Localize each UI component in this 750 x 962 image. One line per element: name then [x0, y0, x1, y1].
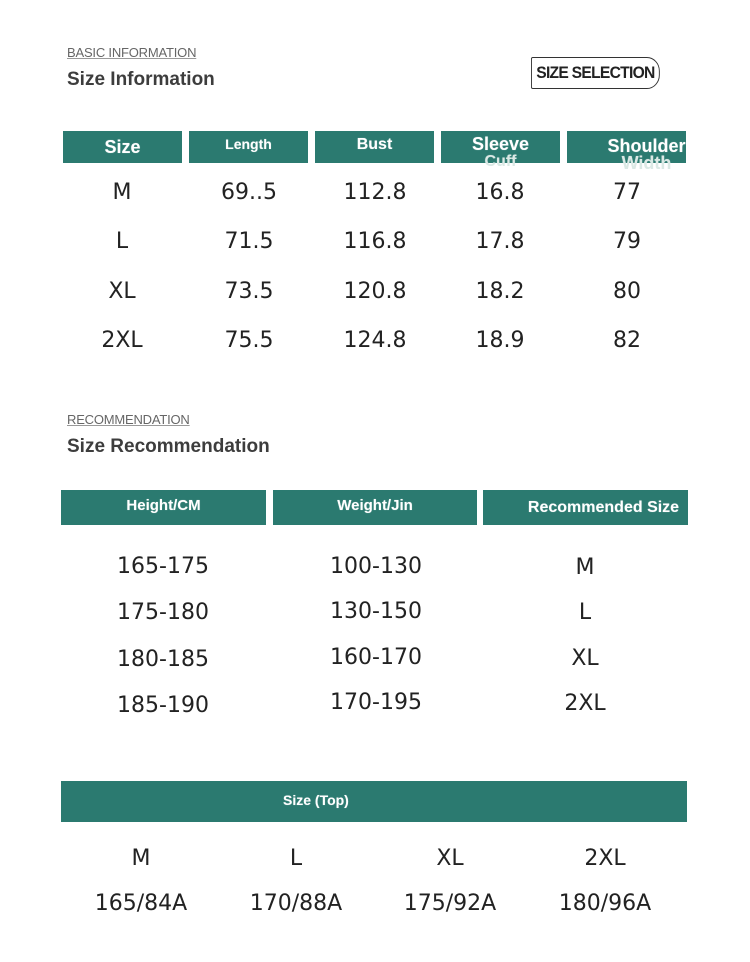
- size-recommendation-title: Size Recommendation: [67, 436, 270, 457]
- header-height-label: Height/CM: [126, 497, 201, 514]
- cell-recommended-size: XL: [571, 646, 599, 671]
- cell-length: 69..5: [221, 180, 277, 205]
- cell-sleeve-cuff: 18.9: [475, 328, 525, 353]
- cell-weight: 170-195: [330, 690, 422, 715]
- header-recommended-size: [483, 490, 688, 525]
- cell-size: L: [115, 229, 129, 254]
- cell-sleeve-cuff: 16.8: [475, 180, 525, 205]
- cell-size: M: [112, 180, 132, 205]
- size-information-title: Size Information: [67, 69, 215, 90]
- header-weight: [273, 490, 477, 525]
- cell-size: 2XL: [101, 328, 143, 353]
- cell-weight: 100-130: [330, 554, 422, 579]
- cell-top-size: M: [131, 846, 151, 871]
- basic-information-caption: BASIC INFORMATION: [67, 45, 197, 60]
- header-bust: [315, 131, 434, 163]
- header-size-label: Size: [104, 136, 141, 157]
- cell-shoulder-width: 82: [613, 328, 641, 353]
- header-width-label: Width: [621, 153, 672, 173]
- cell-bust: 124.8: [343, 328, 407, 353]
- cell-height: 165-175: [117, 554, 209, 579]
- size-selection-badge: SIZE SELECTION: [531, 57, 660, 89]
- cell-top-code: 175/92A: [403, 891, 497, 916]
- cell-top-code: 180/96A: [558, 891, 652, 916]
- cell-top-code: 170/88A: [249, 891, 343, 916]
- cell-weight: 160-170: [330, 645, 422, 670]
- header-size: [63, 131, 182, 163]
- cell-sleeve-cuff: 18.2: [475, 279, 525, 304]
- header-size-top: [61, 781, 687, 822]
- header-height: [61, 490, 266, 525]
- cell-recommended-size: M: [575, 555, 595, 580]
- header-weight-label: Weight/Jin: [337, 497, 413, 514]
- cell-height: 175-180: [117, 600, 209, 625]
- header-length: [189, 131, 308, 163]
- cell-bust: 116.8: [343, 229, 407, 254]
- cell-shoulder-width: 79: [613, 229, 641, 254]
- recommendation-caption: RECOMMENDATION: [67, 412, 190, 427]
- cell-top-size: XL: [436, 846, 464, 871]
- cell-top-size: L: [289, 846, 303, 871]
- cell-height: 185-190: [117, 693, 209, 718]
- cell-sleeve-cuff: 17.8: [475, 229, 525, 254]
- header-shoulder-width: [567, 131, 686, 173]
- cell-length: 73.5: [224, 279, 274, 304]
- header-shoulder-label: Shoulder: [607, 136, 686, 156]
- header-recommended-size-label: Recommended Size: [527, 498, 680, 516]
- cell-height: 180-185: [117, 647, 209, 672]
- cell-length: 75.5: [224, 328, 274, 353]
- cell-bust: 120.8: [343, 279, 407, 304]
- cell-weight: 130-150: [330, 599, 422, 624]
- cell-bust: 112.8: [343, 180, 407, 205]
- cell-shoulder-width: 77: [613, 180, 641, 205]
- cell-length: 71.5: [224, 229, 274, 254]
- cell-recommended-size: 2XL: [564, 691, 606, 716]
- header-bust-label: Bust: [356, 136, 393, 153]
- cell-size: XL: [108, 279, 136, 304]
- header-sleeve-label: Sleeve: [471, 134, 530, 154]
- header-cuff-label: Cuff: [484, 153, 517, 170]
- cell-shoulder-width: 80: [613, 279, 641, 304]
- cell-recommended-size: L: [578, 600, 592, 625]
- cell-top-code: 165/84A: [94, 891, 188, 916]
- header-size-top-label: Size (Top): [283, 792, 349, 808]
- header-sleeve-cuff: [441, 131, 560, 170]
- cell-top-size: 2XL: [584, 846, 626, 871]
- header-length-label: Length: [225, 136, 272, 152]
